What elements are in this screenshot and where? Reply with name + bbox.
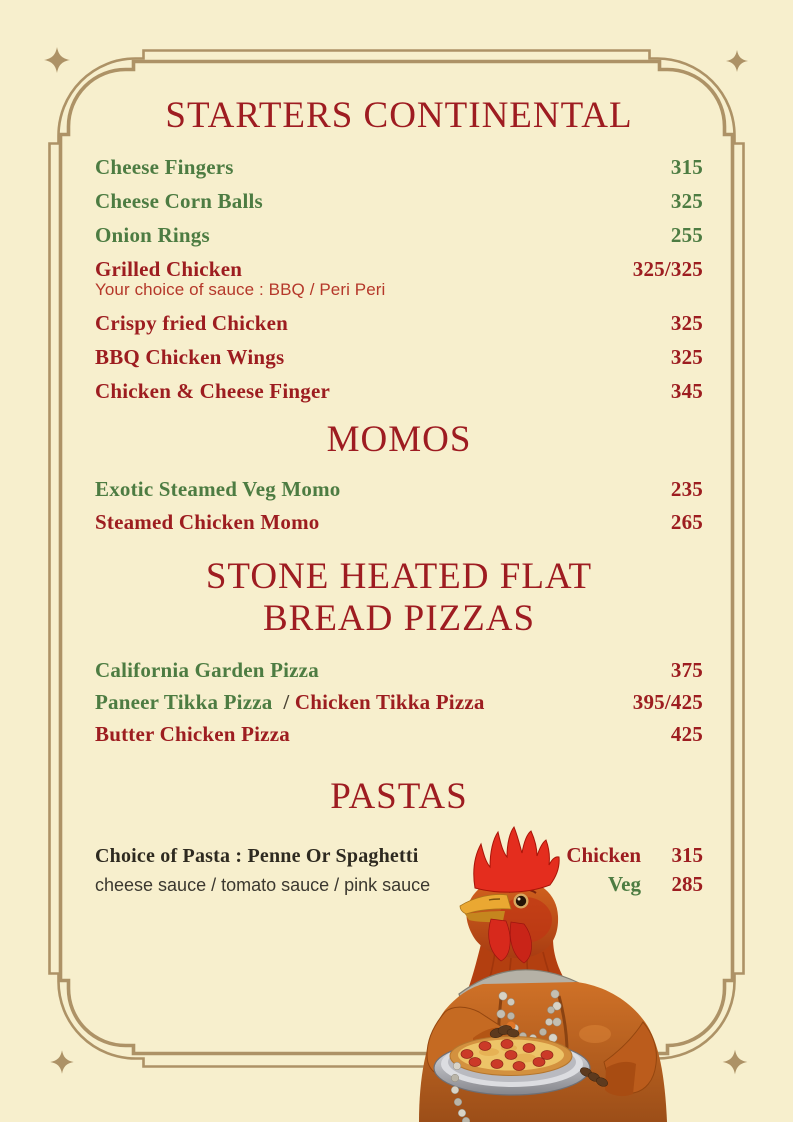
item-name: Butter Chicken Pizza: [95, 722, 290, 746]
item-name: Grilled Chicken: [95, 257, 243, 281]
item-price: 325: [670, 311, 703, 335]
menu-item-row: [95, 510, 703, 543]
menu-item-row: [95, 257, 703, 280]
menu-item-row: [95, 223, 703, 257]
sparkle-icon: [50, 1050, 73, 1073]
item-price: 345: [670, 379, 703, 403]
item-name: BBQ Chicken Wings: [95, 345, 285, 369]
menu-item-row: [95, 477, 703, 510]
option-price: 285: [671, 872, 703, 896]
item-name: Exotic Steamed Veg Momo: [95, 477, 341, 501]
item-name-veg: Paneer Tikka Pizza: [95, 690, 273, 714]
item-price: 425: [670, 722, 703, 746]
menu-item-row: [95, 379, 703, 413]
item-name: Crispy fried Chicken: [95, 311, 288, 335]
item-price: 395/425: [632, 690, 703, 714]
menu-item-row: [95, 189, 703, 223]
item-price: 235: [670, 477, 703, 501]
item-price: 325: [670, 345, 703, 369]
option-price: 315: [671, 843, 703, 867]
name-separator: [272, 690, 283, 714]
item-name: Steamed Chicken Momo: [95, 510, 320, 534]
menu-item-row: [95, 155, 703, 189]
section-title-line2: BREAD PIZZAS: [262, 598, 536, 639]
section-title-line1: STONE HEATED FLAT: [205, 556, 593, 597]
sparkle-icon: [723, 1050, 748, 1075]
item-note: Your choice of sauce : BBQ / Peri Peri: [95, 280, 386, 299]
sparkle-icon: [726, 50, 748, 72]
section-title-starters: STARTERS CONTINENTAL: [165, 95, 633, 136]
pasta-sauces-text: cheese sauce / tomato sauce / pink sauce: [95, 875, 431, 895]
item-price: 315: [670, 155, 703, 179]
item-price: 255: [670, 223, 703, 247]
starters-item-list: [95, 155, 703, 413]
pizzas-item-list: [95, 658, 703, 754]
menu-item-row: [95, 311, 703, 345]
jacket-highlight: [579, 1025, 611, 1043]
item-price: 375: [670, 658, 703, 682]
menu-item-row: [95, 345, 703, 379]
menu-item-row: [95, 722, 703, 754]
rooster-chef-illustration: [405, 824, 705, 1122]
item-price: 265: [670, 510, 703, 534]
section-title-pizzas: [95, 556, 703, 640]
option-label: Chicken: [566, 843, 641, 867]
menu-item-row: [95, 690, 703, 722]
menu-item-row: [95, 658, 703, 690]
item-name-nonveg: Chicken Tikka Pizza: [294, 690, 485, 714]
item-name: California Garden Pizza: [95, 658, 319, 682]
momos-item-list: [95, 477, 703, 543]
option-label: Veg: [607, 872, 641, 896]
item-name: Chicken & Cheese Finger: [95, 379, 330, 403]
eye: [516, 896, 526, 906]
eye-glint: [518, 898, 521, 901]
pasta-choice-text: Choice of Pasta : Penne Or Spaghetti: [95, 845, 419, 867]
section-title-pastas: PASTAS: [330, 776, 468, 817]
sparkle-icon: [44, 47, 70, 73]
section-title-momos: MOMOS: [326, 419, 472, 460]
right-cuff: [605, 1062, 636, 1096]
item-name: Onion Rings: [95, 223, 210, 247]
item-price: 325: [670, 189, 703, 213]
name-separator-slash: /: [283, 690, 290, 714]
item-name: Cheese Corn Balls: [95, 189, 263, 213]
comb: [474, 827, 559, 892]
item-name: Cheese Fingers: [95, 155, 234, 179]
item-name: [95, 690, 485, 715]
item-price: 325/325: [632, 257, 703, 281]
